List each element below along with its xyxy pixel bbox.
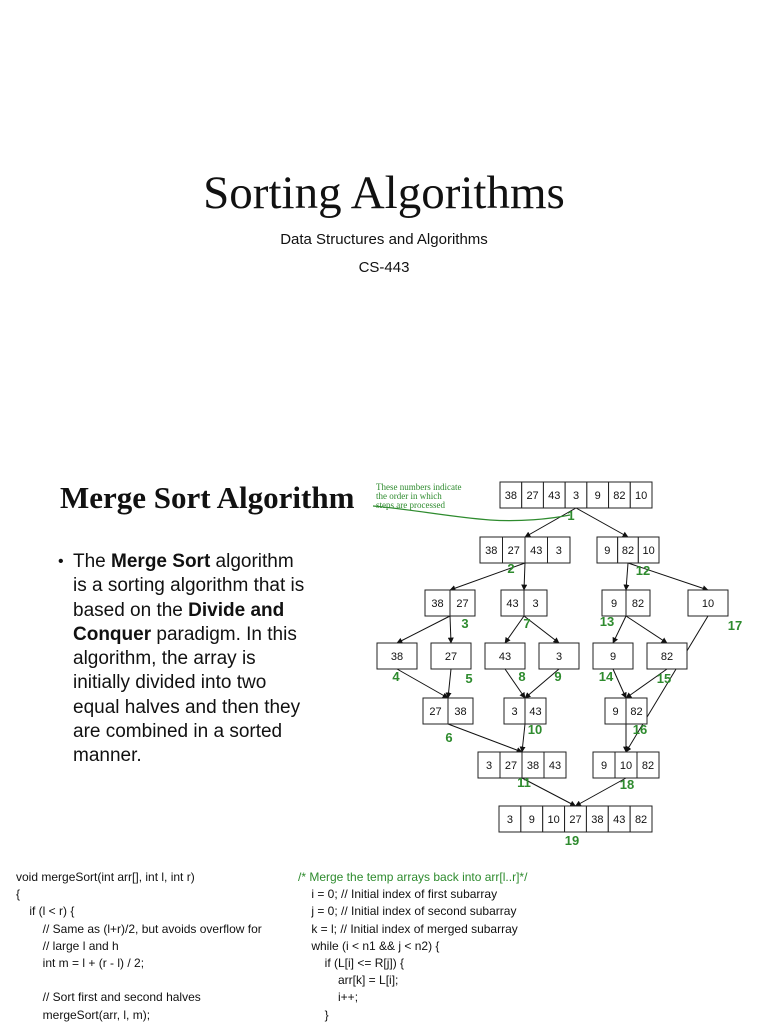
step-number: 19 [564,833,580,848]
code-line: i = 0; // Initial index of first subarray [298,887,498,902]
diagram-edge [505,616,524,643]
array-value: 3 [572,490,580,502]
array-value: 82 [613,490,626,502]
array-value: 82 [641,760,655,772]
array-value: 9 [594,490,601,502]
diagram-edge [626,563,628,590]
array-node [431,643,471,669]
array-value: 38 [390,651,404,663]
array-value: 43 [548,490,561,502]
code-line: while (i < n1 && j < n2) { [298,938,440,953]
array-node [500,482,652,508]
step-number: 14 [598,669,614,684]
step-number: 17 [727,618,743,633]
code-line: { [16,887,21,902]
array-node [597,537,659,563]
code-line: } [298,1007,329,1022]
array-value: 9 [612,706,619,718]
array-node [423,698,473,724]
bullet-icon: • [58,553,64,570]
array-value: 43 [548,760,562,772]
step-number: 16 [632,722,648,737]
code-line: void mergeSort(int arr[], int l, int r) [16,870,195,884]
array-value: 82 [634,814,648,826]
array-value: 3 [555,545,562,557]
annotation-text: the order in which [376,491,442,501]
code-line: int m = l + (r - l) / 2; [16,956,145,971]
array-value: 43 [529,706,542,718]
array-value: 3 [485,760,493,772]
array-node [504,698,546,724]
array-node [647,643,687,669]
array-value: 3 [532,598,539,610]
code-line: if (L[i] <= R[j]) { [298,956,405,971]
array-value: 38 [504,490,517,502]
array-value: 9 [604,545,611,557]
array-node [605,698,647,724]
code-line: if (l < r) { [16,904,75,919]
array-node [593,643,633,669]
merge-sort-heading: Merge Sort Algorithm [60,480,355,515]
code-merge-step [298,869,527,1024]
array-value: 3 [506,814,513,826]
diagram-edge [397,616,450,643]
annotation-text: These numbers indicate [376,482,462,492]
array-node [501,590,547,616]
step-number: 13 [599,614,615,629]
step-number: 8 [518,669,526,684]
step-number: 12 [635,563,651,578]
diagram-edge [524,563,525,590]
array-value: 27 [429,706,442,718]
code-merge-sort [16,869,262,1024]
step-number: 5 [465,671,473,686]
code-line: /* Merge the temp arrays back into arr[l..r]*/ [298,870,528,884]
array-value: 10 [547,814,560,826]
array-value: 27 [507,545,520,557]
array-node [377,643,417,669]
array-value: 3 [511,706,518,718]
code-line [16,972,262,989]
array-value: 10 [635,490,648,502]
array-node [499,806,652,832]
array-value: 10 [701,598,715,610]
code-line: k = l; // Initial index of merged subarray [298,921,518,936]
step-number: 1 [567,508,575,523]
merge-sort-diagram [370,475,765,855]
step-number: 7 [523,616,531,631]
array-node [602,590,650,616]
step-number: 2 [507,561,515,576]
array-value: 43 [498,651,512,663]
array-value: 82 [621,545,635,557]
step-number: 4 [392,669,400,684]
annotation-text: steps are processed [376,500,445,510]
array-value: 10 [619,760,633,772]
code-line: i++; [298,990,359,1005]
diagram-edge [626,616,667,643]
diagram-edge [397,669,448,698]
array-value: 82 [630,706,643,718]
array-value: 43 [613,814,626,826]
array-value: 9 [610,598,618,610]
code-line: arr[k] = L[i]; [298,973,399,988]
array-value: 27 [526,490,539,502]
array-value: 82 [660,651,674,663]
array-value: 9 [528,814,535,826]
array-value: 9 [609,651,617,663]
diagram-edge [450,616,451,643]
diagram-edge [448,669,451,698]
array-value: 43 [530,545,543,557]
array-value: 38 [591,814,604,826]
array-value: 38 [431,598,444,610]
step-number: 9 [554,669,562,684]
step-number: 6 [445,730,453,745]
code-line: // large l and h [16,938,119,953]
step-number: 18 [619,777,635,792]
array-node [480,537,570,563]
array-value: 82 [631,598,645,610]
array-node [425,590,475,616]
slide-subtitle: Data Structures and Algorithms [280,231,488,248]
diagram-edge [576,778,627,806]
array-value: 9 [600,760,608,772]
array-node [485,643,525,669]
code-line: j = 0; // Initial index of second subarray [298,904,517,919]
diagram-edge [522,724,525,752]
array-value: 3 [555,651,563,663]
diagram-edge [613,616,626,643]
code-line: // Same as (l+r)/2, but avoids overflow for [16,921,262,936]
diagram-edge [448,724,522,752]
slide-title: Sorting Algorithms [203,167,565,219]
step-number: 3 [461,616,469,631]
array-value: 38 [454,706,467,718]
array-value: 27 [456,598,469,610]
step-number: 10 [527,722,543,737]
array-value: 27 [444,651,458,663]
array-value: 38 [526,760,540,772]
array-value: 27 [504,760,518,772]
merge-sort-description: The Merge Sort algorithm is a sorting algorithm that is based on the Divide and Conquer paradigm. In this algorithm, the array is initially divided into two equal halves and then they are combined in a sorted manner. [73,551,305,767]
step-number: 11 [517,775,531,790]
array-node [539,643,579,669]
diagram-edge [613,669,626,698]
code-line: // Sort first and second halves [16,990,201,1005]
course-code: CS-443 [358,259,410,276]
array-value: 27 [569,814,582,826]
array-value: 10 [642,545,655,557]
array-value: 38 [485,545,498,557]
code-line: mergeSort(arr, l, m); [16,1007,151,1022]
diagram-edge [576,508,628,537]
array-node [688,590,728,616]
step-number: 15 [656,671,672,686]
array-node [593,752,659,778]
array-value: 43 [506,598,519,610]
